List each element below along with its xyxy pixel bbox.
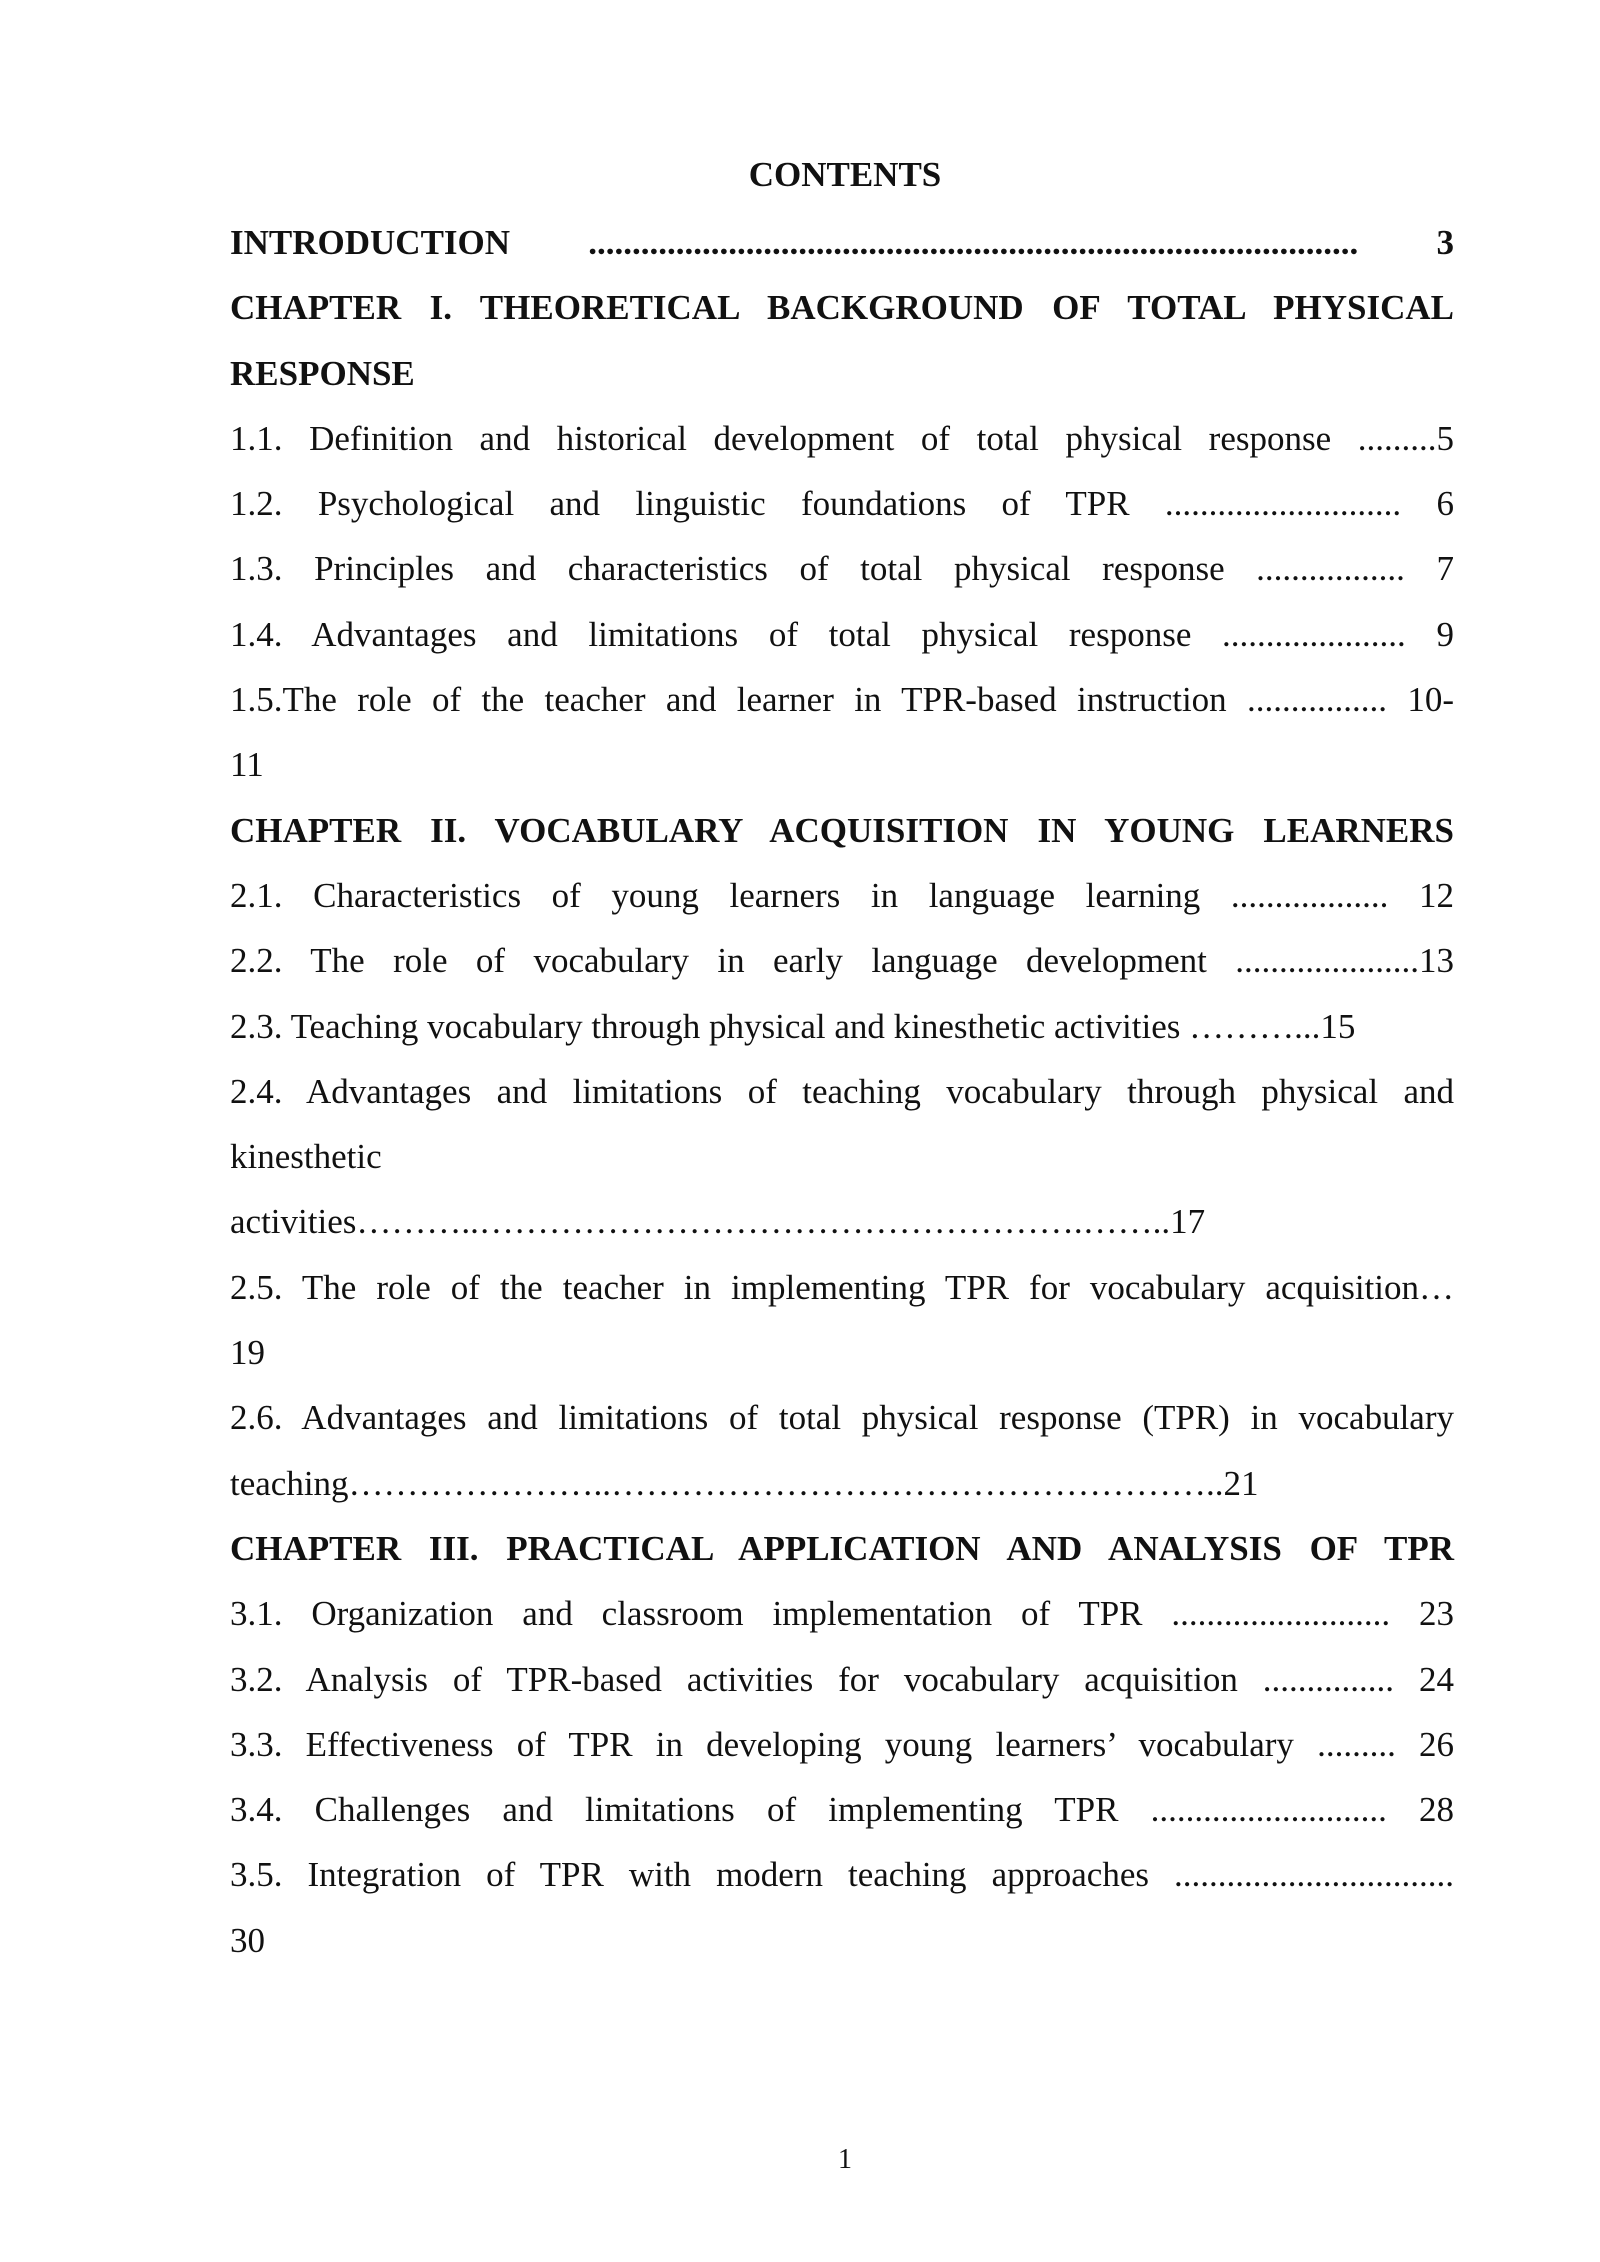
toc-entry-line: 1.5.The role of the teacher and learner in TPR-based instruction ................ 10- — [230, 680, 1454, 720]
toc-entry-line: 1.3. Principles and characteristics of total physical response ................. 7 — [230, 549, 1454, 589]
toc-entry-line: 11 — [230, 745, 264, 785]
toc-entry-line: 2.1. Characteristics of young learners in language learning .................. 12 — [230, 875, 1454, 915]
toc-entry-line: teaching…………………..……………………………………………..21 — [230, 1463, 1259, 1503]
table-of-contents — [230, 210, 1454, 1973]
toc-entry-line: 1.4. Advantages and limitations of total physical response ..................... 9 — [230, 614, 1454, 654]
toc-entry-line: 30 — [230, 1920, 265, 1960]
toc-entry-line: activities………..…………………………………………….……..17 — [230, 1202, 1206, 1242]
toc-entry-line: kinesthetic — [230, 1137, 382, 1177]
toc-entry-line: 19 — [230, 1333, 265, 1373]
toc-heading-line: RESPONSE — [230, 353, 415, 393]
toc-entry-line: 3.3. Effectiveness of TPR in developing young learners’ vocabulary ......... 26 — [230, 1724, 1454, 1764]
toc-heading-line: INTRODUCTION ........................................................................................ 3 — [230, 223, 1454, 262]
toc-entry-line: 3.4. Challenges and limitations of implementing TPR ........................... 28 — [230, 1790, 1454, 1830]
page-number: 1 — [838, 2144, 852, 2175]
toc-entry-line: 1.1. Definition and historical development of total physical response .........5 — [230, 418, 1454, 458]
toc-entry-line: 3.5. Integration of TPR with modern teaching approaches ................................ — [230, 1855, 1454, 1895]
toc-entry-line: 3.2. Analysis of TPR-based activities for vocabulary acquisition ............... 24 — [230, 1659, 1454, 1699]
toc-entry-line: 2.4. Advantages and limitations of teaching vocabulary through physical and — [230, 1071, 1454, 1111]
toc-entry-line: 2.2. The role of vocabulary in early language development .....................13 — [230, 941, 1454, 981]
toc-entry-line: 2.5. The role of the teacher in implementing TPR for vocabulary acquisition… — [230, 1267, 1454, 1307]
toc-entry-line: 1.2. Psychological and linguistic foundations of TPR ........................... 6 — [230, 484, 1454, 524]
toc-heading-line: CHAPTER I. THEORETICAL BACKGROUND OF TOTAL PHYSICAL — [230, 288, 1454, 328]
toc-heading-line: CHAPTER II. VOCABULARY ACQUISITION IN YOUNG LEARNERS — [230, 810, 1454, 850]
toc-entry-line: 2.6. Advantages and limitations of total physical response (TPR) in vocabulary — [230, 1398, 1454, 1438]
toc-entry-line: 2.3. Teaching vocabulary through physical and kinesthetic activities ………...15 — [230, 1006, 1356, 1046]
contents-title: CONTENTS — [748, 155, 942, 194]
toc-heading-line: CHAPTER III. PRACTICAL APPLICATION AND ANALYSIS OF TPR — [230, 1528, 1454, 1568]
toc-entry-line: 3.1. Organization and classroom implementation of TPR ......................... 23 — [230, 1594, 1454, 1634]
